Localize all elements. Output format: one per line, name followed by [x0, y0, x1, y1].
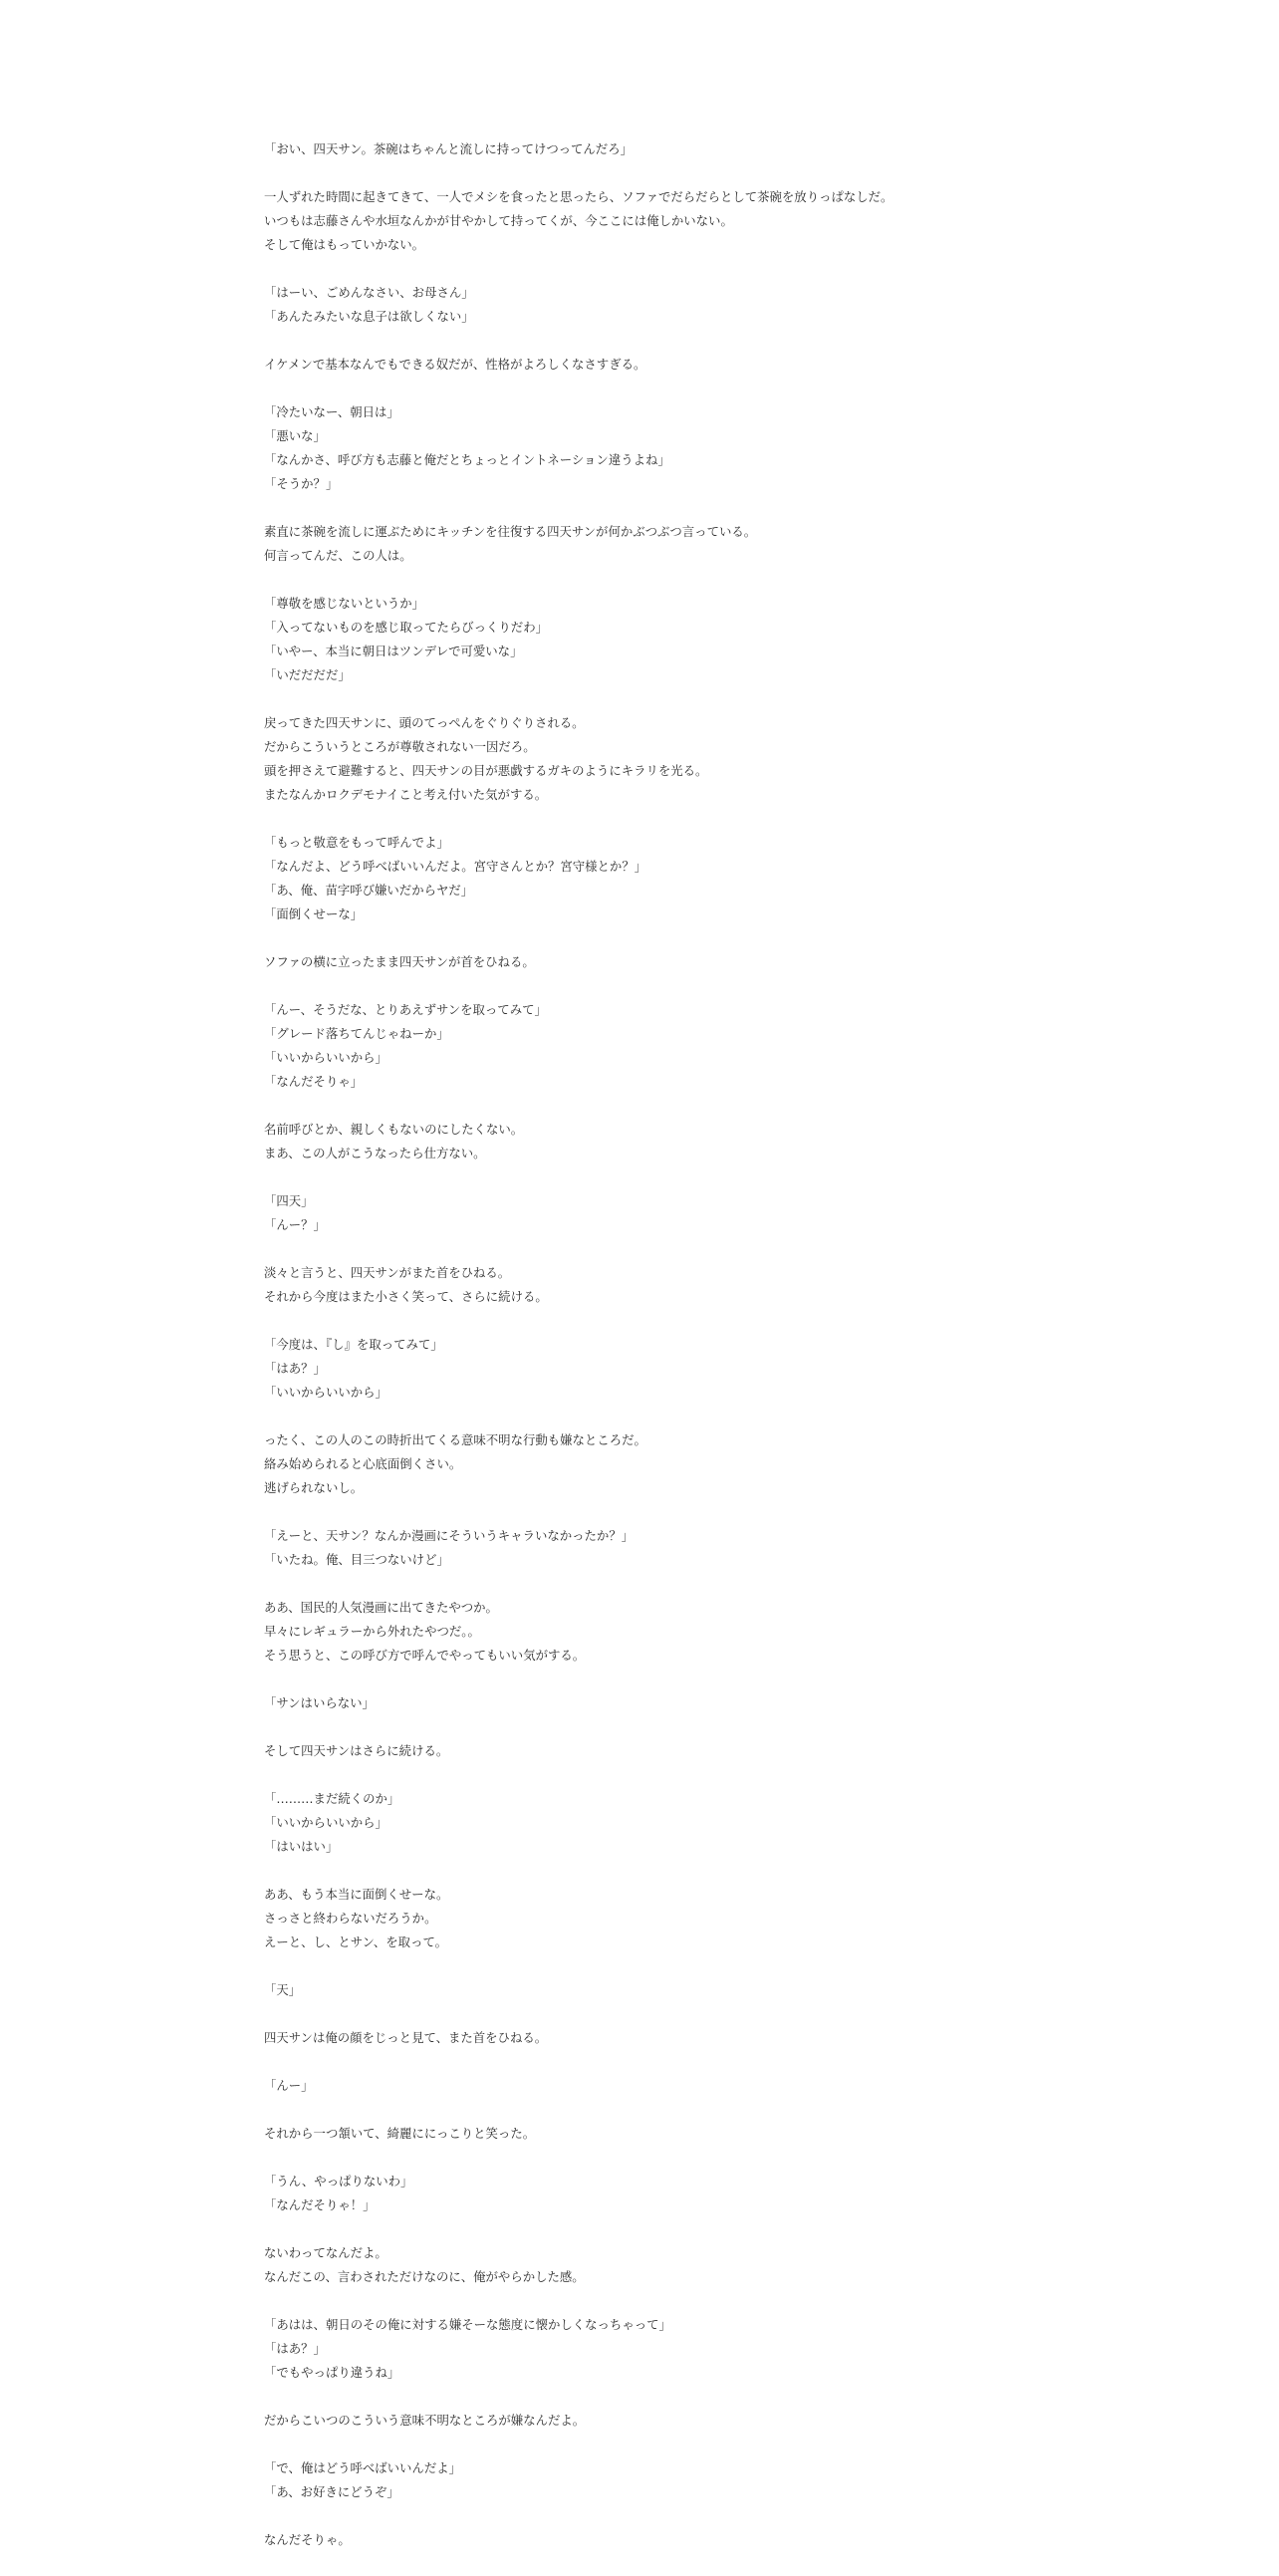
- paragraph: [264, 2122, 1220, 2146]
- text-line: 絡み始められると心底面倒くさい。: [264, 1456, 462, 1471]
- text-line: 「もっと敬意をもって呼んでよ」: [264, 835, 449, 850]
- paragraph: [264, 281, 1220, 329]
- paragraph: [264, 137, 1220, 161]
- text-line: ったく、この人のこの時折出てくる意味不明な行動も嫌なところだ。: [264, 1432, 646, 1447]
- paragraph: [264, 1261, 1220, 1309]
- text-line: いつもは志藤さんや水垣なんかが甘やかして持ってくが、今ここには俺しかいない。: [264, 213, 733, 228]
- paragraph: [264, 185, 1220, 257]
- paragraph: [264, 2313, 1220, 2385]
- text-line: 「尊敬を感じないというか」: [264, 596, 425, 611]
- text-line: 四天サンは俺の顔をじっと見て、また首をひねる。: [264, 2030, 548, 2045]
- text-line: なんだこの、言わされただけなのに、俺がやらかした感。: [264, 2269, 585, 2284]
- text-line: だからこういうところが尊敬されない一因だろ。: [264, 739, 536, 754]
- text-line: そして俺はもっていかない。: [264, 237, 425, 252]
- text-line: 「あんたみたいな息子は欲しくない」: [264, 309, 474, 324]
- paragraph: [264, 2170, 1220, 2217]
- text-line: 「いいからいいから」: [264, 1815, 387, 1830]
- text-line: 名前呼びとか、親しくもないのにしたくない。: [264, 1122, 524, 1137]
- paragraph: [264, 1596, 1220, 1668]
- text-line: 「いやー、本当に朝日はツンデレで可愛いな」: [264, 644, 523, 658]
- text-line: 「あはは、朝日のその俺に対する嫌そーな態度に懐かしくなっちゃって」: [264, 2317, 671, 2332]
- paragraph: [264, 1524, 1220, 1572]
- paragraph: [264, 1978, 1220, 2002]
- text-line: 「なんかさ、呼び方も志藤と俺だとちょっとイントネーション違うよね」: [264, 452, 670, 467]
- text-line: 淡々と言うと、四天サンがまた首をひねる。: [264, 1265, 511, 1280]
- text-line: 「悪いな」: [264, 428, 326, 443]
- text-line: 「おい、四天サン。茶碗はちゃんと流しに持ってけつってんだろ」: [264, 141, 633, 156]
- text-line: ソファの横に立ったまま四天サンが首をひねる。: [264, 954, 535, 969]
- text-line: 「なんだそりゃ」: [264, 1074, 364, 1089]
- text-line: 「天」: [264, 1982, 302, 1997]
- text-line: 「グレード落ちてんじゃねーか」: [264, 1026, 449, 1041]
- text-line: 「………まだ続くのか」: [264, 1791, 400, 1806]
- text-line: 「んー？」: [264, 1217, 326, 1232]
- paragraph: [264, 520, 1220, 568]
- text-line: だからこいつのこういう意味不明なところが嫌なんだよ。: [264, 2413, 586, 2428]
- paragraph: [264, 950, 1220, 974]
- text-line: 「で、俺はどう呼べばいいんだよ」: [264, 2460, 462, 2475]
- text-line: 「そうか？」: [264, 476, 339, 491]
- paragraph: [264, 2409, 1220, 2433]
- text-line: 「んー」: [264, 2078, 314, 2093]
- text-line: 素直に茶碗を流しに運ぶためにキッチンを往復する四天サンが何かぶつぶつ言っている。: [264, 524, 757, 539]
- text-line: ないわってなんだよ。: [264, 2245, 387, 2260]
- text-line: えーと、し、とサン、を取って。: [264, 1934, 447, 1949]
- paragraph: [264, 2026, 1220, 2050]
- paragraph: [264, 2456, 1220, 2504]
- paragraph: [264, 1883, 1220, 1954]
- paragraph: [264, 592, 1220, 687]
- text-line: 「いいからいいから」: [264, 1385, 387, 1400]
- text-line: 「四天」: [264, 1193, 314, 1208]
- text-line: ああ、もう本当に面倒くせーな。: [264, 1887, 449, 1902]
- paragraph: [264, 400, 1220, 496]
- paragraph: [264, 1787, 1220, 1859]
- text-line: 「なんだよ、どう呼べばいいんだよ。宮守さんとか？宮守様とか？」: [264, 859, 647, 874]
- text-line: 早々にレギュラーから外れたやつだ。。: [264, 1624, 480, 1639]
- text-line: 一人ずれた時間に起きてきて、一人でメシを食ったと思ったら、ソファでだらだらとして茶碗を放りっぱなしだ。: [264, 189, 894, 204]
- paragraph: [264, 2528, 1220, 2552]
- text-line: 戻ってきた四天サンに、頭のてっぺんをぐりぐりされる。: [264, 715, 585, 730]
- text-line: 「あ、俺、苗字呼び嫌いだからヤだ」: [264, 883, 474, 898]
- text-line: またなんかロクデモナイこと考え付いた気がする。: [264, 787, 548, 802]
- text-line: 頭を押さえて避難すると、四天サンの目が悪戯するガキのようにキラリを光る。: [264, 763, 708, 778]
- paragraph: [264, 353, 1220, 377]
- text-line: 「冷たいなー、朝日は」: [264, 404, 399, 419]
- paragraph: [264, 998, 1220, 1094]
- text-line: 「はいはい」: [264, 1839, 339, 1854]
- text-line: 「あ、お好きにどうぞ」: [264, 2484, 399, 2499]
- paragraph: [264, 1118, 1220, 1165]
- text-line: 「入ってないものを感じ取ってたらびっくりだわ」: [264, 620, 548, 635]
- text-line: 「はあ？」: [264, 1361, 326, 1376]
- paragraph: [264, 1333, 1220, 1405]
- paragraph: [264, 2241, 1220, 2289]
- paragraph: [264, 1691, 1220, 1715]
- text-line: 逃げられないし。: [264, 1480, 364, 1495]
- text-line: さっさと終わらないだろうか。: [264, 1911, 437, 1926]
- text-line: イケメンで基本なんでもできる奴だが、性格がよろしくなさすぎる。: [264, 357, 646, 372]
- text-line: 「えーと、天サン？なんか漫画にそういうキャラいなかったか？」: [264, 1528, 635, 1543]
- text-line: そう思うと、この呼び方で呼んでやってもいい気がする。: [264, 1648, 586, 1663]
- text-line: そして四天サンはさらに続ける。: [264, 1743, 449, 1758]
- paragraph: [264, 1428, 1220, 1500]
- text-line: 「面倒くせーな」: [264, 906, 364, 921]
- text-line: なんだそりゃ。: [264, 2532, 351, 2547]
- paragraph: [264, 1739, 1220, 1763]
- paragraph: [264, 1189, 1220, 1237]
- text-line: 「うん、やっぱりないわ」: [264, 2174, 413, 2189]
- text-line: 「でもやっぱり違うね」: [264, 2365, 400, 2380]
- paragraph: [264, 831, 1220, 926]
- text-line: 「サンはいらない」: [264, 1695, 375, 1710]
- text-line: 「はあ？」: [264, 2341, 326, 2356]
- text-line: ああ、国民的人気漫画に出てきたやつか。: [264, 1600, 498, 1615]
- paragraph: [264, 2074, 1220, 2098]
- text-line: 「いだだだだ」: [264, 667, 351, 682]
- text-line: 何言ってんだ、この人は。: [264, 548, 412, 563]
- text-line: 「なんだそりゃ！」: [264, 2197, 376, 2212]
- text-line: 「んー、そうだな、とりあえずサンを取ってみて」: [264, 1002, 547, 1017]
- text-line: 「はーい、ごめんなさい、お母さん」: [264, 285, 474, 300]
- text-line: まあ、この人がこうなったら仕方ない。: [264, 1146, 486, 1160]
- text-line: それから今度はまた小さく笑って、さらに続ける。: [264, 1289, 548, 1304]
- text-line: 「今度は、『し』を取ってみて」: [264, 1337, 443, 1352]
- text-line: 「いいからいいから」: [264, 1050, 387, 1065]
- text-line: それから一つ頷いて、綺麗ににっこりと笑った。: [264, 2126, 536, 2141]
- paragraph: [264, 711, 1220, 807]
- text-line: 「いたね。俺、目三つないけど」: [264, 1552, 449, 1567]
- novel-text: [264, 137, 1220, 2576]
